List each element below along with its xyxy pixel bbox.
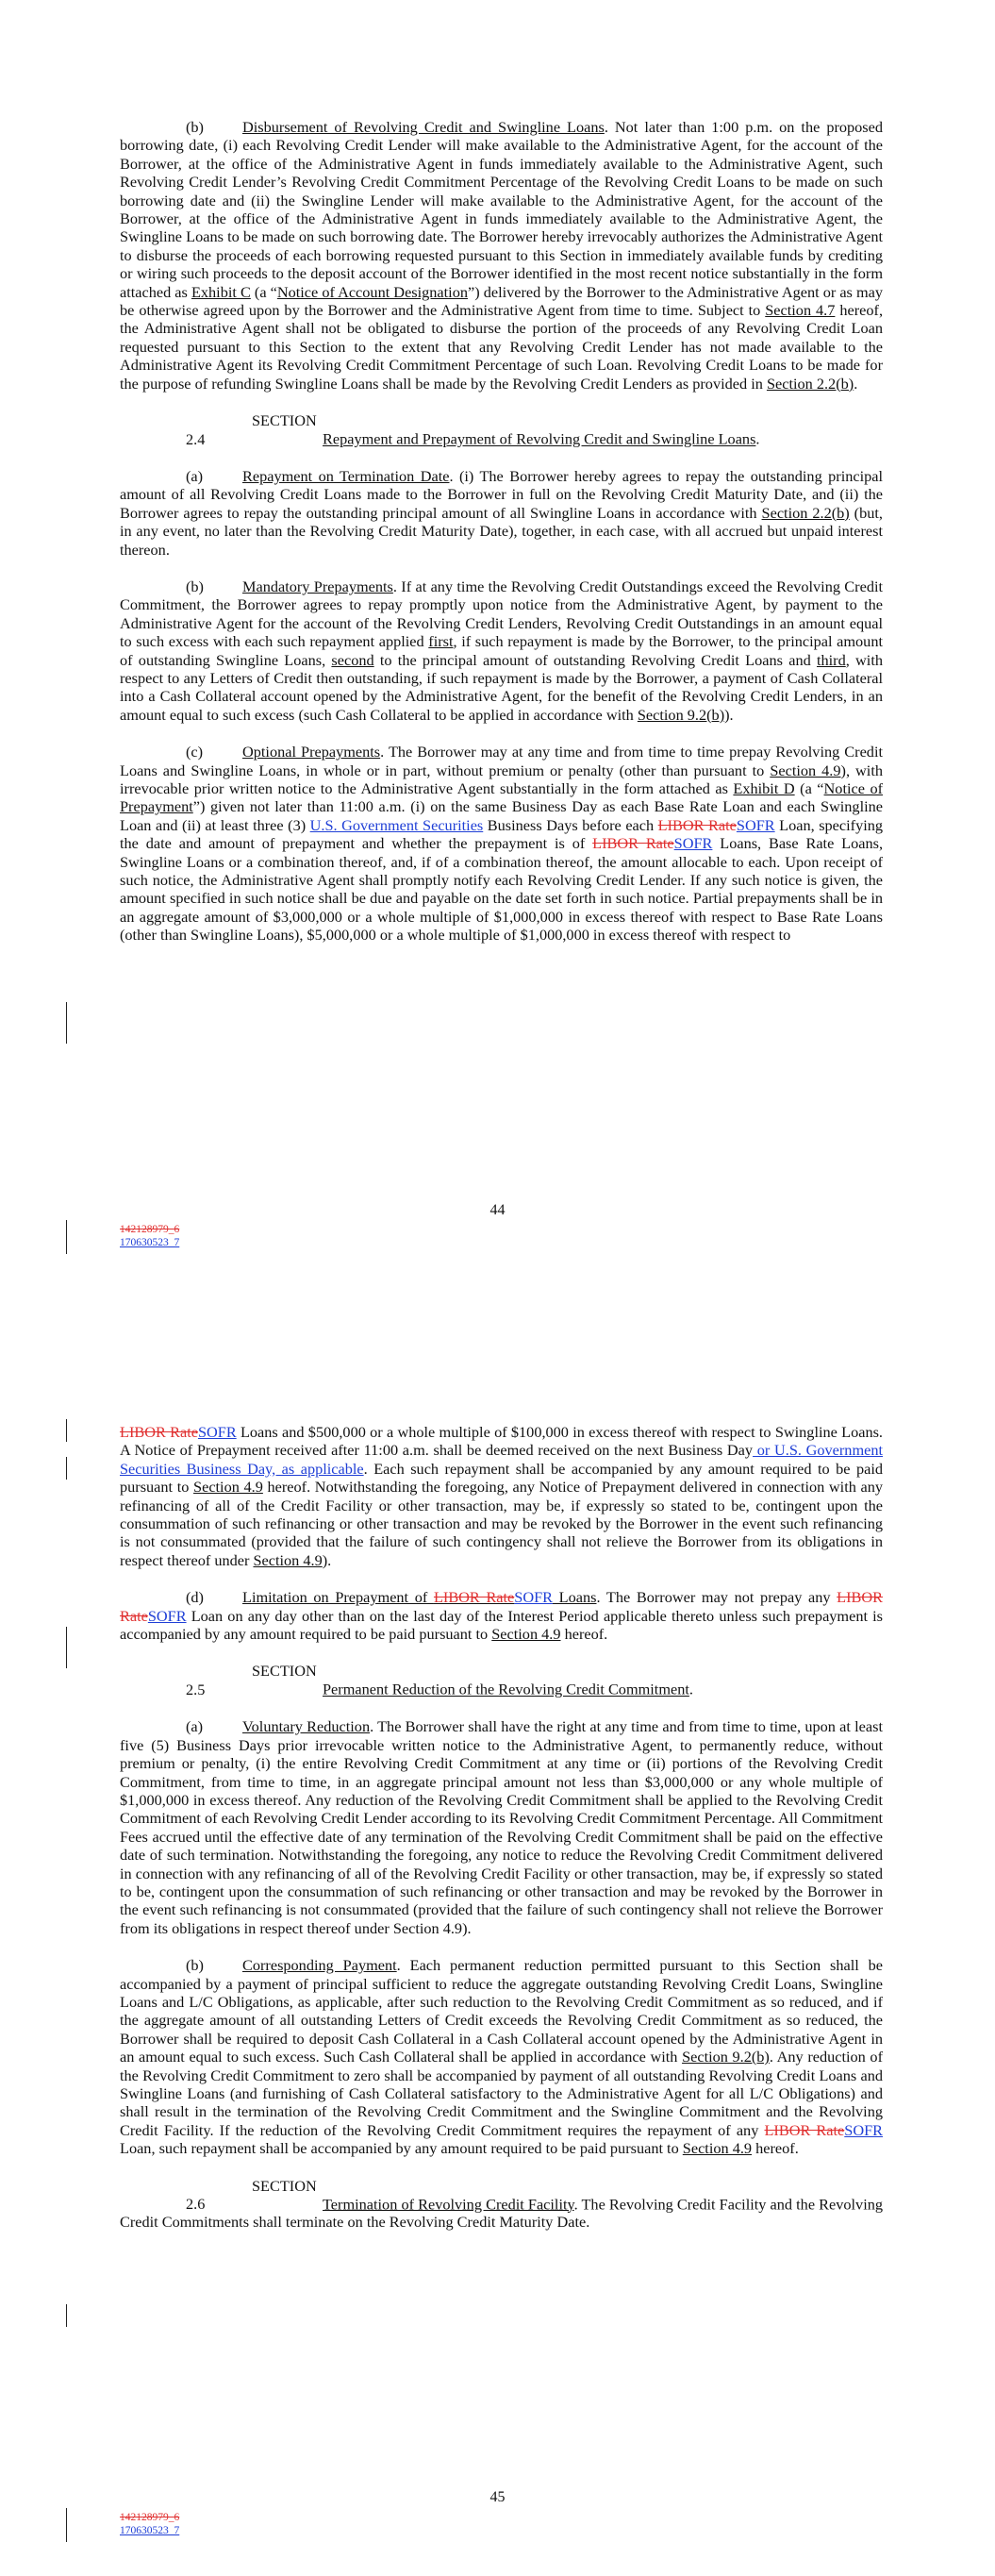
inserted-text: SOFR	[673, 834, 713, 853]
heading: Voluntary Reduction	[242, 1717, 371, 1736]
page-number: 44	[489, 1202, 506, 1218]
heading: Disbursement of Revolving Credit and Swingline Loans	[242, 118, 605, 136]
para-2-4c: (c) Optional Prepayments. The Borrower may at any time and from time to time prepay Revolving Credit Loans and Swingline Loans, in whole or in part, without premium or penalty (other than pursuant to Section 4.9), with irrevocable prior written notice to the Administrative Agent substantially in the form attached as Exhibit D (a “Notice of Prepayment”) given not later than 11:00 a.m. (i) on the same Business Day as each Base Rate Loan and each Swingline Loan and (ii) at least three (3) U.S. Government Securities Business Days before each LIBOR RateSOFR Loan, specifying the date and amount of prepayment and whether the prepayment is of LIBOR RateSOFR Loans, Base Rate Loans, Swingline Loans or a combination thereof, and, if of a combination thereof, the amount allocable to each. Upon receipt of such notice, the Administrative Agent shall promptly notify each Revolving Credit Lender. If any such notice is given, the amount specified in such notice shall be due and payable on the date set forth in such notice. Partial prepayments shall be in an aggregate amount of $3,000,000 or a whole multiple of $1,000,000 in excess thereof with respect to Base Rate Loans (other than Swingline Loans), $5,000,000 or a whole multiple of $1,000,000 in excess thereof with respect to	[120, 743, 884, 945]
change-bar	[66, 2508, 67, 2542]
page-number: 45	[489, 2489, 506, 2505]
para-2-5b: (b) Corresponding Payment. Each permanent reduction permitted pursuant to this Section shall be accompanied by a payment of principal sufficient to reduce the aggregate outstanding Revolving Credit Loans, Swingline Loans and L/C Obligations, as applicable, after such reduction to the Revolving Credit Commitment as so reduced, and if the aggregate amount of all outstanding Letters of Credit exceeds the Revolving Credit Commitment as so reduced, the Borrower shall be required to deposit Cash Collateral in a Cash Collateral account opened by the Administrative Agent in an amount equal to such excess. Such Cash Collateral shall be applied in accordance with Section 9.2(b). Any reduction of the Revolving Credit Commitment to zero shall be accompanied by payment of all outstanding Revolving Credit Loans and Swingline Loans (and furnishing of Cash Collateral satisfactory to the Administrative Agent for all L/C Obligations) and shall result in the termination of the Revolving Credit Commitment and the Swingline Commitment and the Revolving Credit Facility. If the reduction of the Revolving Credit Commitment requires the repayment of any LIBOR RateSOFR Loan, such repayment shall be accompanied by any amount required to be paid pursuant to Section 4.9 hereof.	[120, 1956, 884, 2158]
page-44-body	[120, 118, 883, 963]
footer-new-id: 170630523_7	[120, 2525, 180, 2536]
inserted-text: SOFR	[514, 1588, 554, 1607]
defined-term: Notice of Prepayment	[120, 779, 884, 816]
section-2-5-heading: SECTION 2.5 Permanent Reduction of the Revolving Credit Commitment.	[186, 1662, 693, 1698]
change-bar	[66, 2304, 67, 2327]
footer-old-id: 142128979_6	[120, 1224, 180, 1235]
deleted-text: LIBOR Rate	[592, 834, 674, 853]
inserted-text: SOFR	[844, 2120, 884, 2139]
xref: Section 4.7	[765, 301, 836, 320]
deleted-text: LIBOR Rate	[433, 1588, 515, 1607]
heading: Repayment on Termination Date	[242, 466, 450, 485]
footer-doc-ids	[120, 1223, 179, 1249]
xref: Section 2.2(b)	[766, 374, 854, 393]
inserted-text: SOFR	[736, 815, 775, 834]
deleted-text: LIBOR Rate	[120, 1423, 198, 1441]
change-bar	[66, 1457, 67, 1480]
heading: Limitation on Prepayment of LIBOR RateSOFR Loans	[242, 1588, 597, 1607]
xref: Section 4.9	[193, 1478, 263, 1497]
inserted-text: SOFR	[197, 1423, 237, 1441]
section-2-6: SECTION 2.6 Termination of Revolving Credit Facility. The Revolving Credit Facility and the Revolving Credit Commitments shall terminate on the Revolving Credit Maturity Date.	[120, 2176, 883, 2232]
xref: Section 9.2(b)	[682, 2048, 770, 2066]
heading: Optional Prepayments	[242, 743, 381, 761]
section-title: Permanent Reduction of the Revolving Credit Commitment	[323, 1680, 689, 1698]
defined-term: Notice of Account Designation	[276, 282, 468, 301]
para-2-4b: (b) Mandatory Prepayments. If at any time the Revolving Credit Outstandings exceed the Revolving Credit Commitment, the Borrower agrees to repay promptly upon notice from the Administrative Agent, by payment to the Administrative Agent for the account of the Revolving Credit Lenders, Revolving Credit Outstandings in an amount equal to such excess with each such repayment applied first, if such repayment is made by the Borrower, to the principal amount of outstanding Swingline Loans, second to the principal amount of outstanding Revolving Credit Loans and third, with respect to any Letters of Credit then outstanding, if such repayment is made by the Borrower, a payment of Cash Collateral into a Cash Collateral account opened by the Administrative Agent, for the benefit of the Revolving Credit Lenders, in an amount equal to such excess (such Cash Collateral to be applied in accordance with Section 9.2(b)).	[120, 577, 884, 724]
deleted-text: LIBOR Rate	[764, 2120, 845, 2139]
para-2-4c-cont: LIBOR RateSOFR Loans and $500,000 or a whole multiple of $100,000 in excess thereof with respect to Swingline Loans. A Notice of Prepayment received after 11:00 a.m. shall be deemed received on the next Business Day or U.S. Government Securities Business Day, as applicable. Each such repayment shall be accompanied by any amount required to be paid pursuant to Section 4.9 hereof. Notwithstanding the foregoing, any Notice of Prepayment delivered in connection with any refinancing of all of the Credit Facility or other transaction, may be, if expressly so stated to be, contingent upon the consummation of such refinancing or other transaction and may be revoked by the Borrower in the event such refinancing is not consummated (provided that the failure of such contingency shall not relieve the Borrower from its obligations in respect thereof under Section 4.9).	[120, 1423, 884, 1569]
heading: Corresponding Payment	[242, 1956, 397, 1975]
change-bar	[66, 1627, 67, 1668]
inserted-text: SOFR	[147, 1606, 187, 1625]
para-2-3b: (b) Disbursement of Revolving Credit and Swingline Loans. Not later than 1:00 p.m. on the proposed borrowing date, (i) each Revolving Credit Lender will make available to the Administrative Agent, for the account of the Borrower, at the office of the Administrative Agent in funds immediately available to the Administrative Agent, such Revolving Credit Lender’s Revolving Credit Commitment Percentage of the Revolving Credit Loans to be made on such borrowing date and (ii) the Swingline Lender will make available to the Administrative Agent, for the account of the Borrower, at the office of the Administrative Agent in funds immediately available to the Administrative Agent, the Swingline Loans to be made on such borrowing date. The Borrower hereby irrevocably authorizes the Administrative Agent to disburse the proceeds of each borrowing requested pursuant to this Section in immediately available funds by crediting or wiring such proceeds to the deposit account of the Borrower identified in the most recent notice substantially in the form attached as Exhibit C (a “Notice of Account Designation”) delivered by the Borrower to the Administrative Agent or as may be otherwise agreed upon by the Borrower and the Administrative Agent from time to time. Subject to Section 4.7 hereof, the Administrative Agent shall not be obligated to disburse the portion of the proceeds of any Revolving Credit Loan requested pursuant to this Section to the extent that any Revolving Credit Lender has not made available to the Administrative Agent its Revolving Credit Commitment Percentage of such Loan. Revolving Credit Loans to be made for the purpose of refunding Swingline Loans shall be made by the Revolving Credit Lenders as provided in Section 2.2(b).	[120, 118, 884, 393]
xref: Section 4.9	[253, 1550, 323, 1569]
inserted-text: U.S. Government Securities	[309, 815, 484, 834]
xref: Section 4.9	[491, 1625, 561, 1644]
footer-doc-ids	[120, 2511, 179, 2537]
change-bar	[66, 1220, 67, 1254]
xref: Section 4.9	[682, 2139, 753, 2158]
deleted-text: LIBOR Rate	[120, 1588, 884, 1625]
section-title: Termination of Revolving Credit Facility	[323, 2195, 574, 2214]
xref: Section 2.2(b)	[761, 503, 850, 522]
deleted-text: LIBOR Rate	[657, 815, 737, 834]
footer-old-id: 142128979_6	[120, 2512, 180, 2523]
section-title: Repayment and Prepayment of Revolving Credit and Swingline Loans	[323, 429, 756, 448]
footer-new-id: 170630523_7	[120, 1237, 180, 1248]
para-2-4d: (d) Limitation on Prepayment of LIBOR RateSOFR Loans. The Borrower may not prepay any LIBOR RateSOFR Loan on any day other than on the last day of the Interest Period applicable thereto unless such prepayment is accompanied by any amount required to be paid pursuant to Section 4.9 hereof.	[120, 1588, 884, 1644]
para-2-4a: (a) Repayment on Termination Date. (i) The Borrower hereby agrees to repay the outstanding principal amount of all Revolving Credit Loans made to the Borrower in full on the Revolving Credit Maturity Date, and (ii) the Borrower agrees to repay the outstanding principal amount of all Swingline Loans in accordance with Section 2.2(b) (but, in any event, no later than the Revolving Credit Maturity Date), together, in each case, with all accrued but unpaid interest thereon.	[120, 466, 883, 559]
inserted-text: or U.S. Government Securities Business Day, as applicable	[120, 1441, 884, 1478]
xref: Exhibit D	[733, 779, 795, 797]
page-45	[0, 1293, 995, 2576]
change-bar	[66, 1419, 67, 1442]
xref: Exhibit C	[191, 282, 251, 301]
page-45-body	[120, 1423, 883, 2250]
xref: Section 4.9	[770, 761, 841, 779]
xref: Section 9.2(b)	[637, 705, 725, 724]
heading: Mandatory Prepayments	[242, 577, 393, 595]
change-bar	[66, 1002, 67, 1044]
section-2-4-heading: SECTION 2.4 Repayment and Prepayment of Revolving Credit and Swingline Loans.	[186, 411, 760, 448]
para-2-5a: (a) Voluntary Reduction. The Borrower shall have the right at any time and from time to time, upon at least five (5) Business Days prior irrevocable written notice to the Administrative Agent, to permanently reduce, without premium or penalty, (i) the entire Revolving Credit Commitment at any time or (ii) portions of the Revolving Credit Commitment, from time to time, in an aggregate principal amount not less than $3,000,000 or any whole multiple of $1,000,000 in excess thereof. Any reduction of the Revolving Credit Commitment shall be applied to the Revolving Credit Commitment of each Revolving Credit Lender according to its Revolving Credit Commitment Percentage. All Commitment Fees accrued until the effective date of any termination of the Revolving Credit Commitment shall be paid on the effective date of such termination. Notwithstanding the foregoing, any notice to reduce the Revolving Credit Commitment delivered in connection with any refinancing of all of the Revolving Credit Facility or other transaction, may be, if expressly so stated to be, contingent upon the consummation of such refinancing or other transaction and may be revoked by the Borrower in the event such refinancing is not consummated (provided that the failure of such contingency shall not relieve the Borrower from its obligations in respect thereof under Section 4.9).	[120, 1717, 883, 1937]
